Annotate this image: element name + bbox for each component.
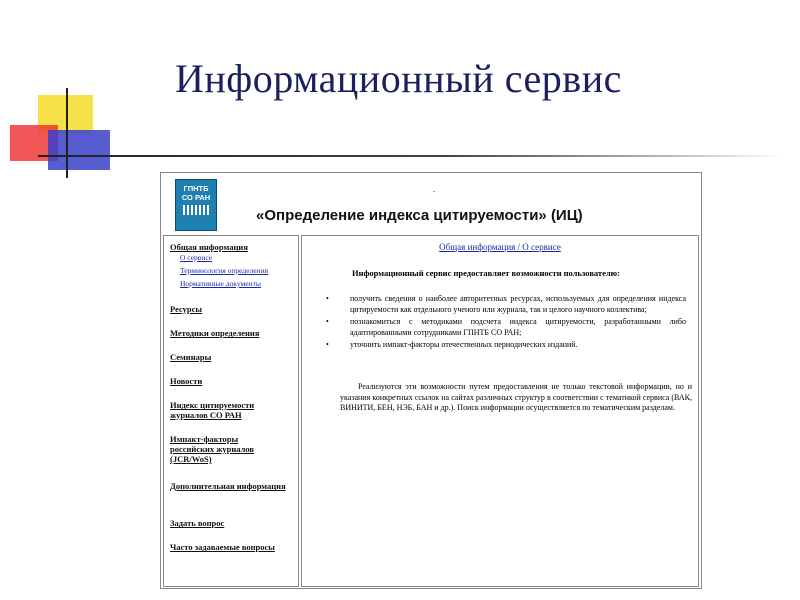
decor-horizontal-line: [38, 155, 783, 157]
logo-line2: СО РАН: [181, 193, 211, 202]
sidebar-item-methods[interactable]: Методики определения: [170, 328, 260, 338]
website-screenshot: [160, 172, 702, 589]
bullet-icon: •: [326, 317, 329, 326]
sidebar-item-ask-question[interactable]: Задать вопрос: [170, 518, 225, 528]
logo-line1: ГПНТБ: [183, 184, 209, 193]
header-dot: .: [433, 185, 435, 194]
list-item-text: познакомиться с методиками подсчета индекса цитируемости, разработанными либо адаптированными сотрудниками ГПНТБ СО РАН;: [350, 317, 686, 337]
sidebar-item-citation-index[interactable]: Индекс цитируемости журналов СО РАН: [170, 400, 255, 420]
sidebar-item-general-info[interactable]: Общая информация: [170, 242, 248, 252]
content-paragraph: Реализуются эти возможности путем предоставления не только текстовой информации, но и указания конкретных ссылок на сайтах различных структур в соответствии с тематикой сервиса (ВАК, ВИНИТИ, БЕН, НЭБ, БАН и др.). Поиск информации осуществляется по тематическим разделам.: [340, 382, 692, 412]
bullet-icon: •: [326, 340, 329, 349]
content-intro: Информационный сервис предоставляет возможности пользователю:: [352, 268, 620, 278]
list-item: [326, 317, 686, 338]
bullet-icon: •: [326, 294, 329, 303]
list-item: [326, 294, 686, 315]
gpntb-logo[interactable]: [175, 179, 217, 231]
sidebar-item-terminology[interactable]: Терминология определения: [180, 266, 269, 275]
sidebar-item-impact-factors[interactable]: Импакт-факторы российских журналов (JCR/WoS): [170, 434, 255, 464]
sidebar-nav: [163, 235, 299, 587]
sidebar-item-normative-docs[interactable]: Нормативные документы: [180, 279, 261, 288]
list-item-text: получить сведения о наиболее авторитетных ресурсах, используемых для определения индекса цитируемости как отдельного ученого или журнала, так и целого научного коллектива;: [350, 294, 686, 314]
content-breadcrumb[interactable]: Общая информация / О сервисе: [439, 242, 561, 252]
sidebar-item-faq[interactable]: Часто задаваемые вопросы: [170, 542, 275, 552]
list-item: [326, 340, 686, 351]
decor-vertical-line: [66, 88, 68, 178]
sidebar-item-resources[interactable]: Ресурсы: [170, 304, 203, 314]
feature-list: [326, 294, 686, 353]
list-item-text: уточнить импакт-факторы отечественных периодических изданий.: [350, 340, 578, 349]
decor-blue-square: [48, 130, 110, 170]
sidebar-item-about[interactable]: О сервисе: [180, 253, 213, 262]
logo-building-icon: [183, 205, 209, 215]
site-header: [161, 173, 701, 235]
sidebar-item-seminars[interactable]: Семинары: [170, 352, 212, 362]
slide-title: Информационный сервис: [175, 56, 622, 101]
sidebar-item-additional-info[interactable]: Дополнительная информация: [170, 481, 286, 491]
main-content: [301, 235, 699, 587]
sidebar-item-news[interactable]: Новости: [170, 376, 203, 386]
site-title: «Определение индекса цитируемости» (ИЦ): [256, 207, 583, 224]
